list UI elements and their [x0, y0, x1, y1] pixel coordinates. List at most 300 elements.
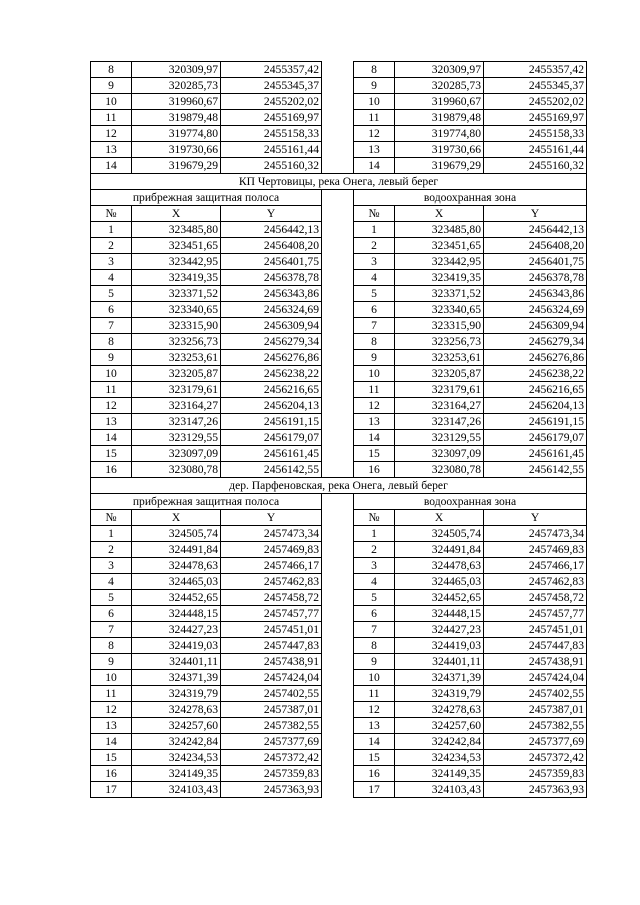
x-coordinate: 319960,67: [395, 94, 484, 110]
table-row: [91, 414, 587, 430]
column-gap: [322, 126, 354, 142]
x-coordinate: 323315,90: [132, 318, 221, 334]
column-gap: [322, 622, 354, 638]
x-coordinate: 323129,55: [395, 430, 484, 446]
point-number: 3: [354, 254, 395, 270]
table-row: [91, 78, 587, 94]
column-header-y: Y: [484, 510, 587, 526]
y-coordinate: 2457402,55: [484, 686, 587, 702]
point-number: 9: [354, 350, 395, 366]
point-number: 13: [91, 414, 132, 430]
y-coordinate: 2455202,02: [221, 94, 322, 110]
right-zone-heading: водоохранная зона: [354, 494, 587, 510]
column-gap: [322, 110, 354, 126]
column-gap: [322, 526, 354, 542]
y-coordinate: 2456408,20: [221, 238, 322, 254]
y-coordinate: 2456238,22: [484, 366, 587, 382]
y-coordinate: 2456161,45: [221, 446, 322, 462]
x-coordinate: 323442,95: [395, 254, 484, 270]
y-coordinate: 2456142,55: [221, 462, 322, 478]
x-coordinate: 324478,63: [132, 558, 221, 574]
y-coordinate: 2456343,86: [484, 286, 587, 302]
section-title: дер. Парфеновская, река Онега, левый берег: [91, 478, 587, 494]
point-number: 14: [354, 734, 395, 750]
x-coordinate: 323080,78: [132, 462, 221, 478]
point-number: 1: [354, 526, 395, 542]
y-coordinate: 2457466,17: [221, 558, 322, 574]
x-coordinate: 323371,52: [132, 286, 221, 302]
y-coordinate: 2457469,83: [221, 542, 322, 558]
point-number: 8: [354, 334, 395, 350]
point-number: 9: [91, 78, 132, 94]
y-coordinate: 2457372,42: [484, 750, 587, 766]
x-coordinate: 323451,65: [132, 238, 221, 254]
table-row: [91, 270, 587, 286]
y-coordinate: 2457438,91: [221, 654, 322, 670]
x-coordinate: 324448,15: [395, 606, 484, 622]
column-gap: [322, 142, 354, 158]
column-gap: [322, 462, 354, 478]
column-gap: [322, 94, 354, 110]
table-row: [91, 590, 587, 606]
y-coordinate: 2456142,55: [484, 462, 587, 478]
y-coordinate: 2455160,32: [484, 158, 587, 174]
x-coordinate: 323256,73: [132, 334, 221, 350]
table-row: [91, 62, 587, 78]
x-coordinate: 323340,65: [395, 302, 484, 318]
table-row: [91, 302, 587, 318]
column-gap: [322, 238, 354, 254]
y-coordinate: 2457458,72: [221, 590, 322, 606]
x-coordinate: 324452,65: [132, 590, 221, 606]
y-coordinate: 2457457,77: [484, 606, 587, 622]
point-number: 6: [91, 302, 132, 318]
point-number: 10: [354, 670, 395, 686]
y-coordinate: 2456179,07: [221, 430, 322, 446]
column-gap: [322, 414, 354, 430]
point-number: 8: [91, 638, 132, 654]
x-coordinate: 324452,65: [395, 590, 484, 606]
point-number: 14: [354, 158, 395, 174]
x-coordinate: 323147,26: [132, 414, 221, 430]
coordinates-table: [90, 61, 587, 798]
x-coordinate: 323205,87: [132, 366, 221, 382]
y-coordinate: 2455345,37: [484, 78, 587, 94]
point-number: 13: [354, 414, 395, 430]
point-number: 10: [91, 366, 132, 382]
column-gap: [322, 750, 354, 766]
table-row: [91, 254, 587, 270]
column-gap: [322, 702, 354, 718]
column-header-x: X: [132, 206, 221, 222]
y-coordinate: 2455161,44: [484, 142, 587, 158]
y-coordinate: 2457469,83: [484, 542, 587, 558]
y-coordinate: 2457424,04: [484, 670, 587, 686]
y-coordinate: 2457377,69: [221, 734, 322, 750]
y-coordinate: 2457447,83: [484, 638, 587, 654]
column-gap: [322, 206, 354, 222]
y-coordinate: 2457457,77: [221, 606, 322, 622]
x-coordinate: 324427,23: [132, 622, 221, 638]
column-gap: [322, 62, 354, 78]
point-number: 9: [91, 654, 132, 670]
point-number: 2: [91, 542, 132, 558]
column-gap: [322, 430, 354, 446]
x-coordinate: 319730,66: [132, 142, 221, 158]
column-gap: [322, 686, 354, 702]
y-coordinate: 2456343,86: [221, 286, 322, 302]
point-number: 13: [91, 718, 132, 734]
table-row: [91, 222, 587, 238]
x-coordinate: 324257,60: [395, 718, 484, 734]
coordinates-table-body: [91, 62, 587, 798]
y-coordinate: 2455161,44: [221, 142, 322, 158]
point-number: 2: [91, 238, 132, 254]
table-row: [91, 366, 587, 382]
column-gap: [322, 254, 354, 270]
y-coordinate: 2456179,07: [484, 430, 587, 446]
x-coordinate: 320285,73: [132, 78, 221, 94]
point-number: 6: [354, 302, 395, 318]
point-number: 16: [354, 766, 395, 782]
point-number: 7: [91, 318, 132, 334]
point-number: 13: [91, 142, 132, 158]
point-number: 17: [354, 782, 395, 798]
point-number: 1: [91, 222, 132, 238]
x-coordinate: 319774,80: [132, 126, 221, 142]
x-coordinate: 323179,61: [132, 382, 221, 398]
y-coordinate: 2457363,93: [484, 782, 587, 798]
y-coordinate: 2456309,94: [221, 318, 322, 334]
point-number: 1: [354, 222, 395, 238]
table-row: [91, 686, 587, 702]
y-coordinate: 2457466,17: [484, 558, 587, 574]
y-coordinate: 2456191,15: [484, 414, 587, 430]
section-title: КП Чертовицы, река Онега, левый берег: [91, 174, 587, 190]
point-number: 16: [91, 766, 132, 782]
point-number: 11: [91, 686, 132, 702]
zone-heading-row: [91, 494, 587, 510]
point-number: 14: [91, 430, 132, 446]
y-coordinate: 2457359,83: [221, 766, 322, 782]
x-coordinate: 324491,84: [395, 542, 484, 558]
x-coordinate: 324278,63: [395, 702, 484, 718]
column-gap: [322, 366, 354, 382]
point-number: 5: [354, 286, 395, 302]
x-coordinate: 324234,53: [395, 750, 484, 766]
column-gap: [322, 670, 354, 686]
point-number: 11: [91, 382, 132, 398]
column-header-row: [91, 510, 587, 526]
x-coordinate: 323164,27: [132, 398, 221, 414]
column-gap: [322, 270, 354, 286]
column-header-number: №: [354, 206, 395, 222]
y-coordinate: 2457458,72: [484, 590, 587, 606]
point-number: 7: [354, 318, 395, 334]
x-coordinate: 319774,80: [395, 126, 484, 142]
x-coordinate: 324401,11: [395, 654, 484, 670]
y-coordinate: 2455202,02: [484, 94, 587, 110]
y-coordinate: 2457363,93: [221, 782, 322, 798]
x-coordinate: 324149,35: [132, 766, 221, 782]
x-coordinate: 319679,29: [132, 158, 221, 174]
column-header-number: №: [354, 510, 395, 526]
left-zone-heading: прибрежная защитная полоса: [91, 190, 322, 206]
point-number: 2: [354, 238, 395, 254]
x-coordinate: 319879,48: [132, 110, 221, 126]
column-gap: [322, 222, 354, 238]
point-number: 13: [354, 718, 395, 734]
column-gap: [322, 766, 354, 782]
point-number: 5: [91, 286, 132, 302]
point-number: 16: [354, 462, 395, 478]
point-number: 9: [354, 78, 395, 94]
column-gap: [322, 590, 354, 606]
section-title-row: [91, 478, 587, 494]
table-row: [91, 462, 587, 478]
y-coordinate: 2456408,20: [484, 238, 587, 254]
x-coordinate: 324257,60: [132, 718, 221, 734]
x-coordinate: 324465,03: [395, 574, 484, 590]
y-coordinate: 2456204,13: [221, 398, 322, 414]
y-coordinate: 2456324,69: [221, 302, 322, 318]
point-number: 5: [91, 590, 132, 606]
y-coordinate: 2457387,01: [484, 702, 587, 718]
y-coordinate: 2457387,01: [221, 702, 322, 718]
y-coordinate: 2456442,13: [221, 222, 322, 238]
y-coordinate: 2456309,94: [484, 318, 587, 334]
x-coordinate: 324319,79: [395, 686, 484, 702]
column-gap: [322, 654, 354, 670]
y-coordinate: 2455160,32: [221, 158, 322, 174]
y-coordinate: 2456401,75: [221, 254, 322, 270]
y-coordinate: 2457402,55: [221, 686, 322, 702]
x-coordinate: 323256,73: [395, 334, 484, 350]
table-row: [91, 142, 587, 158]
point-number: 11: [354, 686, 395, 702]
table-row: [91, 654, 587, 670]
x-coordinate: 323179,61: [395, 382, 484, 398]
table-row: [91, 318, 587, 334]
column-gap: [322, 782, 354, 798]
column-gap: [322, 190, 354, 206]
y-coordinate: 2456276,86: [484, 350, 587, 366]
x-coordinate: 324419,03: [395, 638, 484, 654]
table-row: [91, 734, 587, 750]
x-coordinate: 323485,80: [395, 222, 484, 238]
x-coordinate: 324319,79: [132, 686, 221, 702]
x-coordinate: 324427,23: [395, 622, 484, 638]
table-row: [91, 750, 587, 766]
column-header-number: №: [91, 206, 132, 222]
x-coordinate: 324149,35: [395, 766, 484, 782]
x-coordinate: 324234,53: [132, 750, 221, 766]
table-row: [91, 670, 587, 686]
y-coordinate: 2457438,91: [484, 654, 587, 670]
table-row: [91, 94, 587, 110]
table-row: [91, 286, 587, 302]
y-coordinate: 2456401,75: [484, 254, 587, 270]
column-gap: [322, 334, 354, 350]
point-number: 5: [354, 590, 395, 606]
point-number: 14: [91, 158, 132, 174]
x-coordinate: 323253,61: [132, 350, 221, 366]
table-row: [91, 542, 587, 558]
point-number: 4: [354, 270, 395, 286]
x-coordinate: 323371,52: [395, 286, 484, 302]
point-number: 8: [91, 62, 132, 78]
point-number: 15: [91, 750, 132, 766]
column-header-x: X: [132, 510, 221, 526]
x-coordinate: 324491,84: [132, 542, 221, 558]
table-row: [91, 446, 587, 462]
y-coordinate: 2456216,65: [484, 382, 587, 398]
point-number: 10: [354, 94, 395, 110]
point-number: 10: [91, 94, 132, 110]
y-coordinate: 2456276,86: [221, 350, 322, 366]
table-row: [91, 110, 587, 126]
table-row: [91, 126, 587, 142]
y-coordinate: 2457382,55: [484, 718, 587, 734]
point-number: 3: [354, 558, 395, 574]
y-coordinate: 2457359,83: [484, 766, 587, 782]
table-row: [91, 606, 587, 622]
y-coordinate: 2456191,15: [221, 414, 322, 430]
x-coordinate: 324419,03: [132, 638, 221, 654]
y-coordinate: 2456216,65: [221, 382, 322, 398]
point-number: 11: [91, 110, 132, 126]
column-gap: [322, 350, 354, 366]
point-number: 10: [354, 366, 395, 382]
x-coordinate: 323164,27: [395, 398, 484, 414]
table-row: [91, 702, 587, 718]
y-coordinate: 2457372,42: [221, 750, 322, 766]
x-coordinate: 323442,95: [132, 254, 221, 270]
column-gap: [322, 78, 354, 94]
y-coordinate: 2455357,42: [484, 62, 587, 78]
point-number: 4: [354, 574, 395, 590]
table-row: [91, 718, 587, 734]
point-number: 12: [354, 702, 395, 718]
y-coordinate: 2455169,97: [484, 110, 587, 126]
x-coordinate: 323097,09: [395, 446, 484, 462]
column-header-x: X: [395, 510, 484, 526]
x-coordinate: 324401,11: [132, 654, 221, 670]
point-number: 11: [354, 110, 395, 126]
x-coordinate: 320309,97: [132, 62, 221, 78]
left-zone-heading: прибрежная защитная полоса: [91, 494, 322, 510]
point-number: 14: [91, 734, 132, 750]
column-gap: [322, 574, 354, 590]
column-gap: [322, 494, 354, 510]
point-number: 4: [91, 270, 132, 286]
point-number: 15: [91, 446, 132, 462]
y-coordinate: 2455158,33: [484, 126, 587, 142]
table-row: [91, 158, 587, 174]
point-number: 17: [91, 782, 132, 798]
point-number: 12: [354, 126, 395, 142]
x-coordinate: 324278,63: [132, 702, 221, 718]
table-row: [91, 558, 587, 574]
point-number: 12: [91, 398, 132, 414]
table-row: [91, 638, 587, 654]
y-coordinate: 2457473,34: [484, 526, 587, 542]
column-header-row: [91, 206, 587, 222]
y-coordinate: 2455345,37: [221, 78, 322, 94]
y-coordinate: 2457424,04: [221, 670, 322, 686]
column-header-number: №: [91, 510, 132, 526]
table-row: [91, 766, 587, 782]
table-row: [91, 526, 587, 542]
point-number: 12: [91, 126, 132, 142]
x-coordinate: 323253,61: [395, 350, 484, 366]
y-coordinate: 2457451,01: [221, 622, 322, 638]
x-coordinate: 319960,67: [132, 94, 221, 110]
x-coordinate: 319879,48: [395, 110, 484, 126]
point-number: 14: [354, 430, 395, 446]
point-number: 7: [91, 622, 132, 638]
point-number: 10: [91, 670, 132, 686]
x-coordinate: 323147,26: [395, 414, 484, 430]
column-gap: [322, 158, 354, 174]
y-coordinate: 2456442,13: [484, 222, 587, 238]
point-number: 7: [354, 622, 395, 638]
column-gap: [322, 286, 354, 302]
point-number: 15: [354, 750, 395, 766]
x-coordinate: 320285,73: [395, 78, 484, 94]
point-number: 3: [91, 558, 132, 574]
y-coordinate: 2456161,45: [484, 446, 587, 462]
zone-heading-row: [91, 190, 587, 206]
x-coordinate: 324103,43: [395, 782, 484, 798]
x-coordinate: 324448,15: [132, 606, 221, 622]
point-number: 8: [354, 638, 395, 654]
y-coordinate: 2456204,13: [484, 398, 587, 414]
point-number: 4: [91, 574, 132, 590]
column-header-y: Y: [221, 510, 322, 526]
column-header-y: Y: [221, 206, 322, 222]
point-number: 11: [354, 382, 395, 398]
point-number: 1: [91, 526, 132, 542]
x-coordinate: 323097,09: [132, 446, 221, 462]
y-coordinate: 2456378,78: [484, 270, 587, 286]
y-coordinate: 2457451,01: [484, 622, 587, 638]
point-number: 13: [354, 142, 395, 158]
x-coordinate: 323485,80: [132, 222, 221, 238]
x-coordinate: 324505,74: [395, 526, 484, 542]
x-coordinate: 324242,84: [132, 734, 221, 750]
table-row: [91, 398, 587, 414]
column-header-x: X: [395, 206, 484, 222]
point-number: 12: [354, 398, 395, 414]
point-number: 6: [91, 606, 132, 622]
column-gap: [322, 382, 354, 398]
x-coordinate: 324103,43: [132, 782, 221, 798]
x-coordinate: 320309,97: [395, 62, 484, 78]
table-row: [91, 238, 587, 254]
point-number: 9: [91, 350, 132, 366]
x-coordinate: 324371,39: [132, 670, 221, 686]
x-coordinate: 319679,29: [395, 158, 484, 174]
x-coordinate: 323315,90: [395, 318, 484, 334]
x-coordinate: 319730,66: [395, 142, 484, 158]
y-coordinate: 2455158,33: [221, 126, 322, 142]
y-coordinate: 2455169,97: [221, 110, 322, 126]
section-title-row: [91, 174, 587, 190]
y-coordinate: 2457377,69: [484, 734, 587, 750]
y-coordinate: 2456279,34: [484, 334, 587, 350]
y-coordinate: 2456238,22: [221, 366, 322, 382]
